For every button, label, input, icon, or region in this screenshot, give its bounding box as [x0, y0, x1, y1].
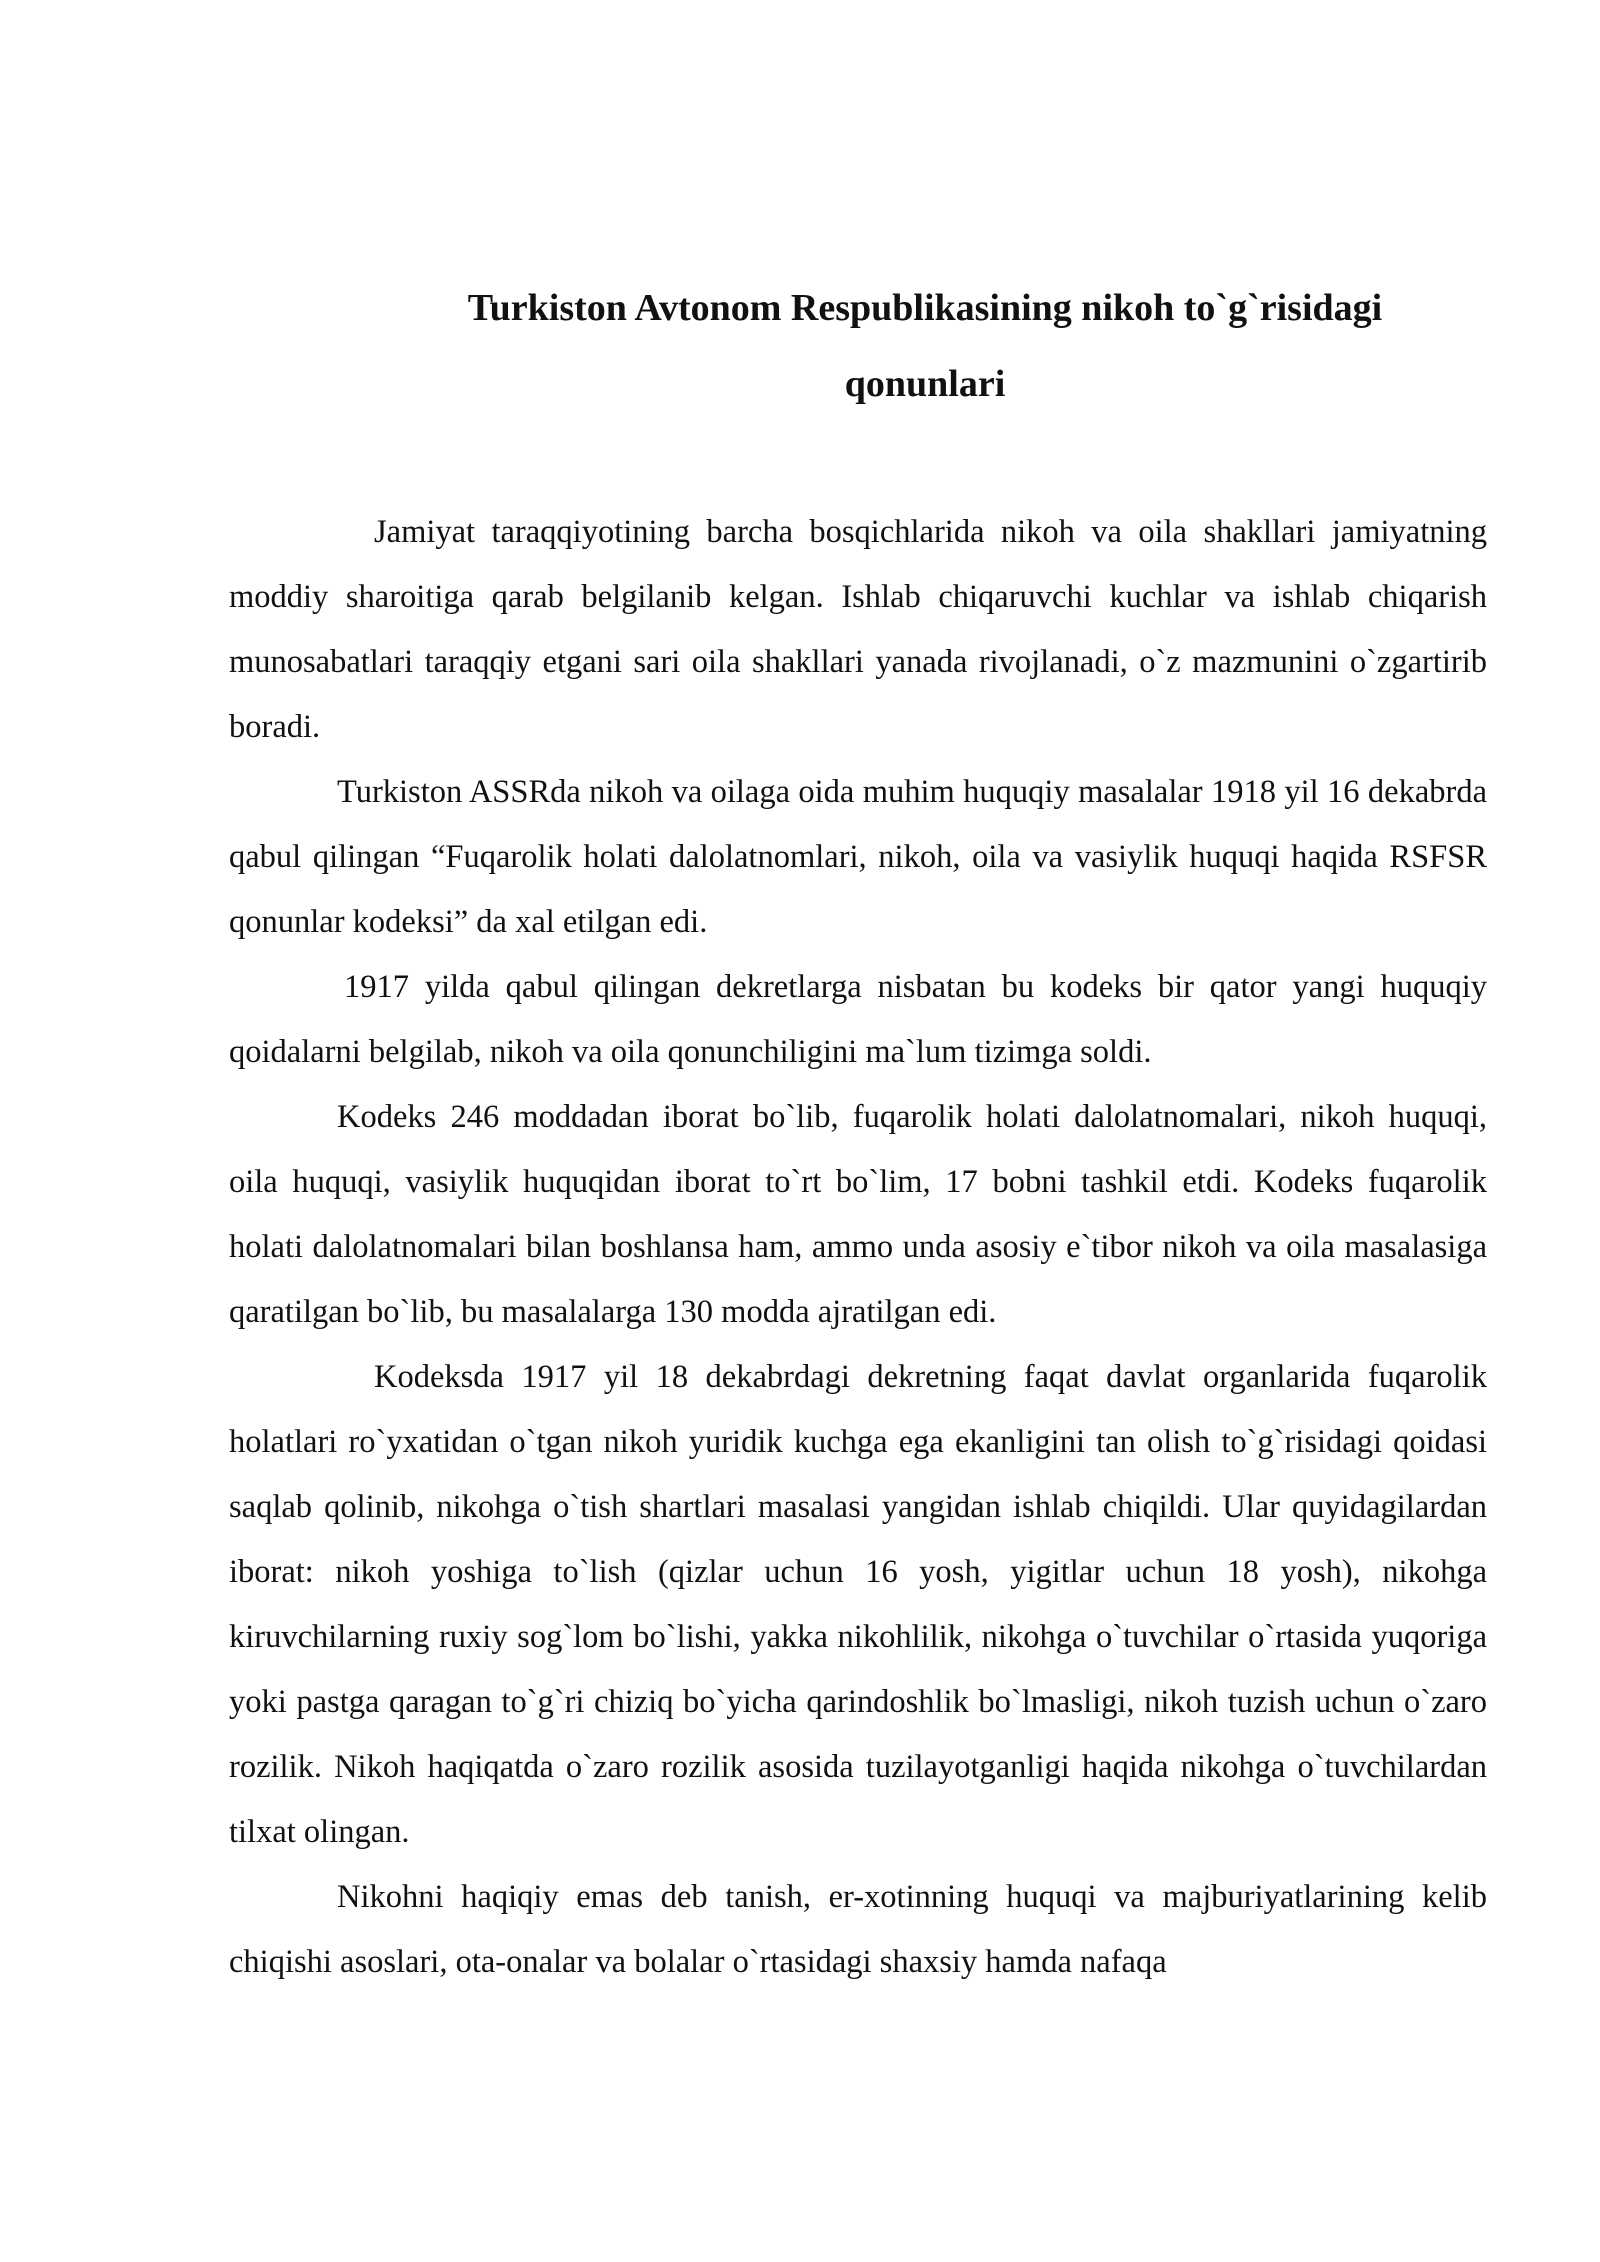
paragraph-2: Turkiston ASSRda nikoh va oilaga oida muhim huquqiy masalalar 1918 yil 16 dekabrda qabul qilingan “Fuqarolik holati dalolatnomlari, nikoh, oila va vasiylik huquqi haqida RSFSR qonunlar kodeksi” da xal etilgan edi.	[229, 774, 1487, 940]
document-body	[229, 500, 1487, 1995]
paragraph-5: Kodeksda 1917 yil 18 dekabrdagi dekretning faqat davlat organlarida fuqarolik holatlari ro`yxatidan o`tgan nikoh yuridik kuchga ega ekanligini tan olish to`g`risidagi qoidasi saqlab qolinib, nikohga o`tish shartlari masalasi yangidan ishlab chiqildi. Ular quyidagilardan iborat: nikoh yoshiga to`lish (qizlar uchun 16 yosh, yigitlar uchun 18 yosh), nikohga kiruvchilarning ruxiy sog`lom bo`lishi, yakka nikohlilik, nikohga o`tuvchilar o`rtasida yuqoriga yoki pastga qaragan to`g`ri chiziq bo`yicha qarindoshlik bo`lmasligi, nikoh tuzish uchun o`zaro rozilik. Nikoh haqiqatda o`zaro rozilik asosida tuzilayotganligi haqida nikohga o`tuvchilardan tilxat olingan.	[229, 1359, 1487, 1850]
title-line-1: Turkiston Avtonom Respublikasining nikoh to`g`risidagi	[467, 287, 1383, 329]
paragraph-4: Kodeks 246 moddadan iborat bo`lib, fuqarolik holati dalolatnomalari, nikoh huquqi, oila huquqi, vasiylik huquqidan iborat to`rt bo`lim, 17 bobni tashkil etdi. Kodeks fuqarolik holati dalolatnomalari bilan boshlansa ham, ammo unda asosiy e`tibor nikoh va oila masalasiga qaratilgan bo`lib, bu masalalarga 130 modda ajratilgan edi.	[229, 1099, 1487, 1330]
paragraph-3: 1917 yilda qabul qilingan dekretlarga nisbatan bu kodeks bir qator yangi huquqiy qoidalarni belgilab, nikoh va oila qonunchiligini ma`lum tizimga soldi.	[229, 969, 1487, 1070]
document-title	[360, 270, 1490, 422]
paragraph-6: Nikohni haqiqiy emas deb tanish, er-xotinning huquqi va majburiyatlarining kelib chiqishi asoslari, ota-onalar va bolalar o`rtasidagi shaxsiy hamda nafaqa	[229, 1879, 1487, 1980]
title-line-2: qonunlari	[844, 363, 1006, 405]
paragraph-1: Jamiyat taraqqiyotining barcha bosqichlarida nikoh va oila shakllari jamiyatning moddiy sharoitiga qarab belgilanib kelgan. Ishlab chiqaruvchi kuchlar va ishlab chiqarish munosabatlari taraqqiy etgani sari oila shakllari yanada rivojlanadi, o`z mazmunini o`zgartirib boradi.	[229, 514, 1487, 745]
